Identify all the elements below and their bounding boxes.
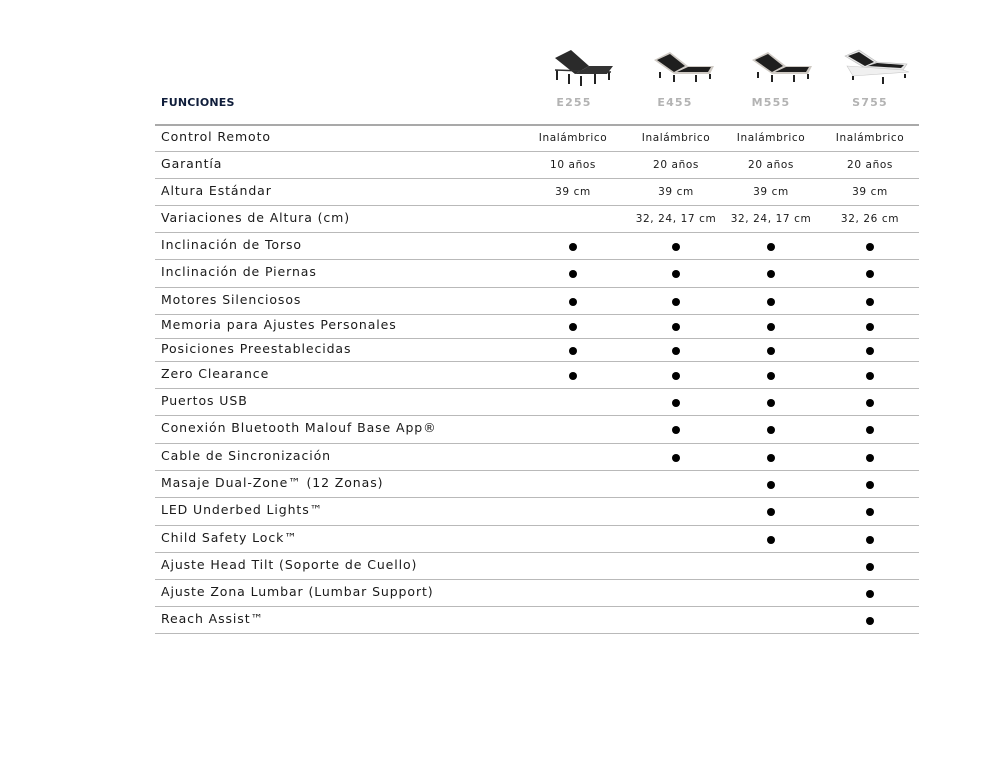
- feature-cell: [721, 242, 821, 254]
- feature-label: Masaje Dual-Zone™ (12 Zonas): [161, 474, 384, 490]
- included-dot-icon: [866, 372, 874, 380]
- feature-cell: [721, 346, 821, 358]
- feature-cell: [626, 425, 726, 437]
- feature-cell: [820, 346, 920, 358]
- spec-value: Inalámbrico: [538, 131, 608, 144]
- spec-value: 39 cm: [555, 185, 591, 198]
- spec-value: 32, 26 cm: [840, 212, 900, 225]
- feature-cell: [721, 453, 821, 465]
- table-row: [155, 205, 919, 232]
- included-dot-icon: [672, 399, 680, 407]
- feature-label: Reach Assist™: [161, 610, 264, 626]
- included-dot-icon: [866, 617, 874, 625]
- feature-cell: [626, 371, 726, 383]
- table-row: [155, 525, 919, 552]
- feature-label: LED Underbed Lights™: [161, 502, 324, 517]
- spec-value: 39 cm: [753, 185, 789, 198]
- feature-label: Posiciones Preestablecidas: [161, 340, 352, 356]
- included-dot-icon: [767, 536, 775, 544]
- bed-base-dark-icon: [555, 50, 613, 86]
- feature-cell: [820, 269, 920, 281]
- included-dot-icon: [672, 426, 680, 434]
- table-row: [155, 178, 919, 205]
- model-label-s755: S755: [852, 96, 888, 109]
- table-row: [155, 338, 919, 361]
- feature-cell: [820, 371, 920, 383]
- feature-cell: [820, 589, 920, 601]
- feature-cell: [523, 322, 623, 334]
- included-dot-icon: [866, 399, 874, 407]
- feature-label: Memoria para Ajustes Personales: [161, 317, 397, 332]
- included-dot-icon: [672, 347, 680, 355]
- features-heading: FUNCIONES: [161, 96, 235, 109]
- bed-e455-image: [650, 44, 720, 86]
- feature-cell: [820, 453, 920, 465]
- included-dot-icon: [767, 372, 775, 380]
- included-dot-icon: [866, 243, 874, 251]
- spec-value: 32, 24, 17 cm: [635, 212, 717, 225]
- table-row: [155, 314, 919, 338]
- spec-value: Inalámbrico: [641, 131, 711, 144]
- included-dot-icon: [767, 454, 775, 462]
- feature-cell: [820, 322, 920, 334]
- table-row: [155, 606, 919, 633]
- feature-cell: [626, 346, 726, 358]
- feature-cell: [721, 322, 821, 334]
- included-dot-icon: [569, 243, 577, 251]
- feature-cell: [721, 535, 821, 547]
- bed-m555-image: [748, 44, 818, 86]
- included-dot-icon: [672, 270, 680, 278]
- spec-value: Inalámbrico: [835, 131, 905, 144]
- feature-cell: [523, 269, 623, 281]
- spec-value: 20 años: [847, 158, 893, 171]
- feature-cell: [523, 346, 623, 358]
- included-dot-icon: [672, 372, 680, 380]
- bed-base-white-icon: [845, 50, 909, 84]
- included-dot-icon: [767, 481, 775, 489]
- feature-cell: [523, 242, 623, 254]
- included-dot-icon: [767, 298, 775, 306]
- table-row: [155, 232, 919, 259]
- feature-cell: [626, 398, 726, 410]
- table-row: [155, 579, 919, 606]
- feature-cell: [820, 535, 920, 547]
- feature-label: Variaciones de Altura (cm): [161, 209, 351, 225]
- included-dot-icon: [866, 454, 874, 462]
- model-label-e455: E455: [657, 96, 693, 109]
- included-dot-icon: [672, 298, 680, 306]
- feature-cell: [721, 269, 821, 281]
- table-row: [155, 124, 919, 151]
- table-row: [155, 388, 919, 415]
- bed-base-gray-icon: [752, 52, 812, 82]
- feature-label: Puertos USB: [161, 392, 248, 408]
- feature-cell: [820, 242, 920, 254]
- included-dot-icon: [866, 270, 874, 278]
- table-row: [155, 497, 919, 525]
- included-dot-icon: [672, 243, 680, 251]
- model-label-e255: E255: [556, 96, 592, 109]
- feature-label: Zero Clearance: [161, 365, 270, 381]
- included-dot-icon: [866, 426, 874, 434]
- feature-cell: [721, 507, 821, 519]
- table-row: [155, 151, 919, 178]
- included-dot-icon: [569, 347, 577, 355]
- spec-value: 39 cm: [658, 185, 694, 198]
- spec-value: 10 años: [550, 158, 596, 171]
- feature-cell: [721, 480, 821, 492]
- included-dot-icon: [767, 243, 775, 251]
- feature-label: Inclinación de Torso: [161, 236, 302, 252]
- feature-cell: [820, 616, 920, 628]
- spec-value: 20 años: [653, 158, 699, 171]
- included-dot-icon: [672, 323, 680, 331]
- included-dot-icon: [866, 508, 874, 516]
- included-dot-icon: [767, 399, 775, 407]
- feature-cell: [721, 398, 821, 410]
- feature-label: Motores Silenciosos: [161, 291, 302, 307]
- included-dot-icon: [672, 454, 680, 462]
- table-row: [155, 415, 919, 443]
- included-dot-icon: [569, 323, 577, 331]
- feature-cell: [820, 562, 920, 574]
- table-row: [155, 259, 919, 287]
- feature-label: Ajuste Head Tilt (Soporte de Cuello): [161, 556, 418, 572]
- feature-cell: [626, 322, 726, 334]
- feature-cell: [721, 297, 821, 309]
- table-row: [155, 443, 919, 470]
- spec-value: 32, 24, 17 cm: [730, 212, 812, 225]
- feature-label: Ajuste Zona Lumbar (Lumbar Support): [161, 583, 434, 599]
- feature-cell: [626, 453, 726, 465]
- feature-label: Conexión Bluetooth Malouf Base App®: [161, 420, 437, 435]
- feature-cell: [626, 242, 726, 254]
- spec-value: 39 cm: [852, 185, 888, 198]
- bed-e255-image: [549, 44, 619, 86]
- included-dot-icon: [767, 347, 775, 355]
- included-dot-icon: [866, 323, 874, 331]
- included-dot-icon: [569, 372, 577, 380]
- feature-cell: [626, 297, 726, 309]
- included-dot-icon: [866, 590, 874, 598]
- table-row: [155, 287, 919, 314]
- included-dot-icon: [767, 270, 775, 278]
- included-dot-icon: [866, 481, 874, 489]
- included-dot-icon: [767, 508, 775, 516]
- table-row: [155, 470, 919, 497]
- bed-base-gray-icon: [654, 52, 714, 82]
- feature-label: Garantía: [161, 155, 223, 171]
- row-divider: [155, 633, 919, 634]
- feature-cell: [820, 297, 920, 309]
- feature-cell: [721, 425, 821, 437]
- included-dot-icon: [866, 563, 874, 571]
- feature-cell: [626, 269, 726, 281]
- feature-cell: [523, 297, 623, 309]
- feature-label: Control Remoto: [161, 128, 271, 144]
- feature-cell: [721, 371, 821, 383]
- included-dot-icon: [866, 536, 874, 544]
- feature-cell: [820, 507, 920, 519]
- feature-cell: [820, 425, 920, 437]
- table-row: [155, 552, 919, 579]
- included-dot-icon: [767, 323, 775, 331]
- feature-label: Inclinación de Piernas: [161, 264, 317, 279]
- feature-label: Child Safety Lock™: [161, 529, 298, 545]
- spec-value: Inalámbrico: [736, 131, 806, 144]
- feature-cell: [820, 398, 920, 410]
- model-label-m555: M555: [751, 96, 791, 109]
- table-row: [155, 361, 919, 388]
- included-dot-icon: [866, 298, 874, 306]
- spec-value: 20 años: [748, 158, 794, 171]
- included-dot-icon: [767, 426, 775, 434]
- bed-s755-image: [843, 44, 913, 86]
- included-dot-icon: [569, 270, 577, 278]
- included-dot-icon: [569, 298, 577, 306]
- included-dot-icon: [866, 347, 874, 355]
- feature-label: Altura Estándar: [161, 182, 272, 198]
- feature-label: Cable de Sincronización: [161, 447, 332, 463]
- feature-cell: [523, 371, 623, 383]
- feature-cell: [820, 480, 920, 492]
